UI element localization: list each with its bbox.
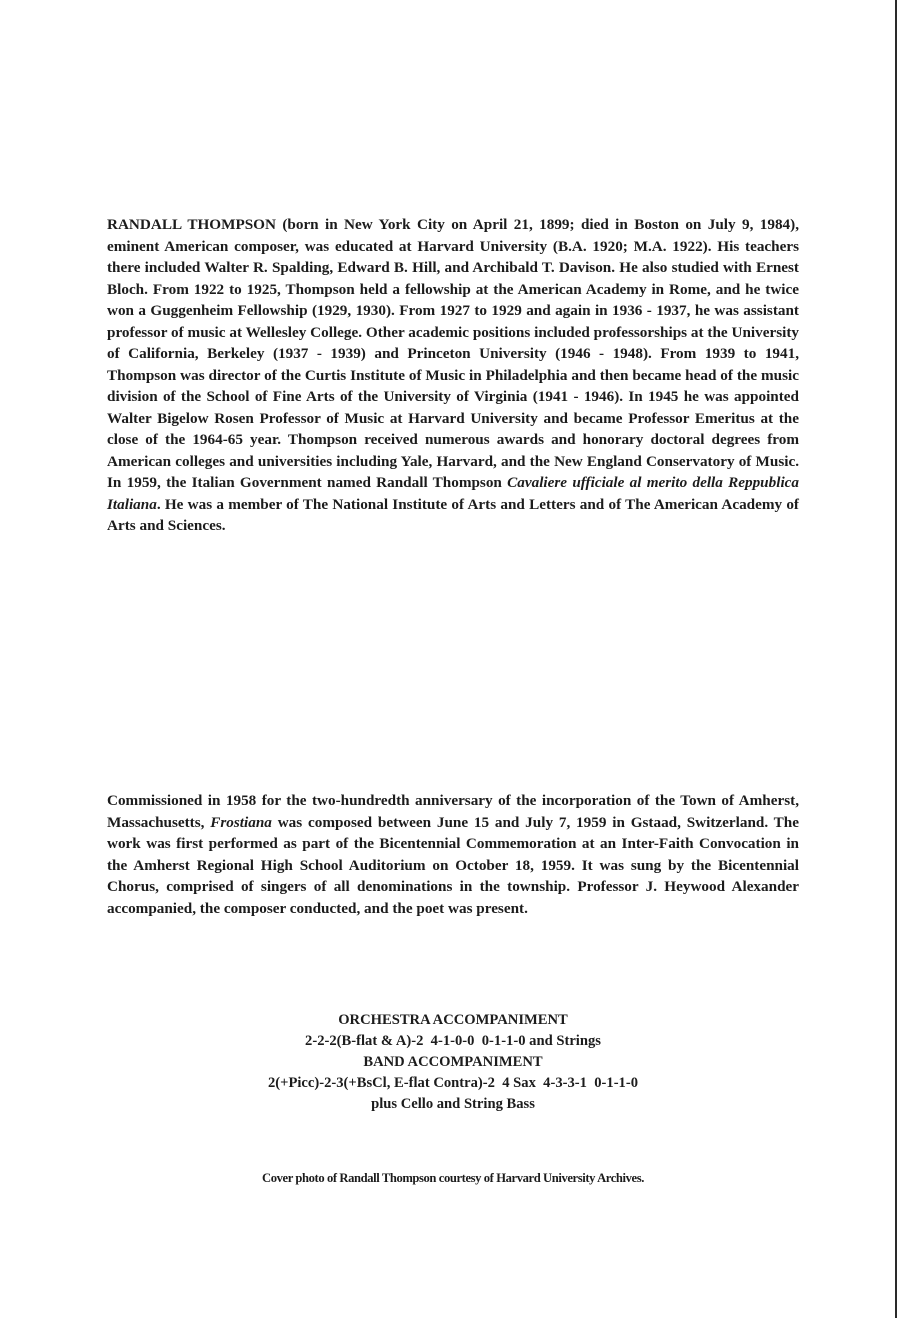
commission-note — [107, 790, 799, 919]
italian-honor-title: Cavaliere ufficiale al merito della Reppublica Italiana — [107, 474, 799, 513]
work-title: Frostiana — [210, 813, 272, 831]
composer-biography — [107, 214, 799, 537]
biography-text-part-2: . He was a member of The National Institute of Arts and Letters and of The American Academy of Arts and Sciences. — [107, 495, 799, 534]
band-scoring: 2(+Picc)-2-3(+BsCl, E-flat Contra)-2 4 Sax 4-3-3-1 0-1-1-0 — [267, 1075, 639, 1091]
commission-text-part-2: was composed between June 15 and July 7, 1959 in Gstaad, Switzerland. The work was first performed as part of the Bicentennial Commemoration at an Inter-Faith Convocation in the Amherst Regional High School Auditorium on October 18, 1959. It was sung by the Bicentennial Chorus, comprised of singers of all denominations in the township. Professor J. Heywood Alexander accompanied, the composer conducted, and the poet was present. — [107, 813, 799, 917]
composer-name: RANDALL THOMPSON — [107, 216, 276, 233]
biography-text-part-1: (born in New York City on April 21, 1899; died in Boston on July 9, 1984), eminent American composer, was educated at Harvard University (B.A. 1920; M.A. 1922). His teachers there included Walter R. Spalding, Edward B. Hill, and Archibald T. Davison. He also studied with Ernest Bloch. From 1922 to 1925, Thompson held a fellowship at the American Academy in Rome, and he twice won a Guggenheim Fellowship (1929, 1930). From 1927 to 1929 and again in 1936 - 1937, he was assistant professor of music at Wellesley College. Other academic positions included professorships at the University of California, Berkeley (1937 - 1939) and Princeton University (1946 - 1948). From 1939 to 1941, Thompson was director of the Curtis Institute of Music in Philadelphia and then became head of the music division of the School of Fine Arts of the University of Virginia (1941 - 1946). In 1945 he was appointed Walter Bigelow Rosen Professor of Music at Harvard University and became Professor Emeritus at the close of the 1964-65 year. Thompson received numerous awards and honorary doctoral degrees from American colleges and universities including Yale, Harvard, and the New England Conservatory of Music. In 1959, the Italian Government named Randall Thompson — [107, 216, 799, 491]
commission-text-part-1: Commissioned in 1958 for the two-hundredth anniversary of the incorporation of the Town of Amherst, Massachusetts, — [107, 792, 799, 831]
page-edge-line — [895, 0, 897, 1318]
instrumentation-block — [107, 1010, 799, 1115]
cover-photo-credit: Cover photo of Randall Thompson courtesy of Harvard University Archives. — [262, 1171, 644, 1185]
band-extra-instruments: plus Cello and String Bass — [371, 1096, 535, 1112]
orchestra-heading: ORCHESTRA ACCOMPANIMENT — [338, 1012, 568, 1028]
band-heading: BAND ACCOMPANIMENT — [363, 1054, 543, 1070]
orchestra-scoring: 2-2-2(B-flat & A)-2 4-1-0-0 0-1-1-0 and Strings — [305, 1033, 601, 1049]
